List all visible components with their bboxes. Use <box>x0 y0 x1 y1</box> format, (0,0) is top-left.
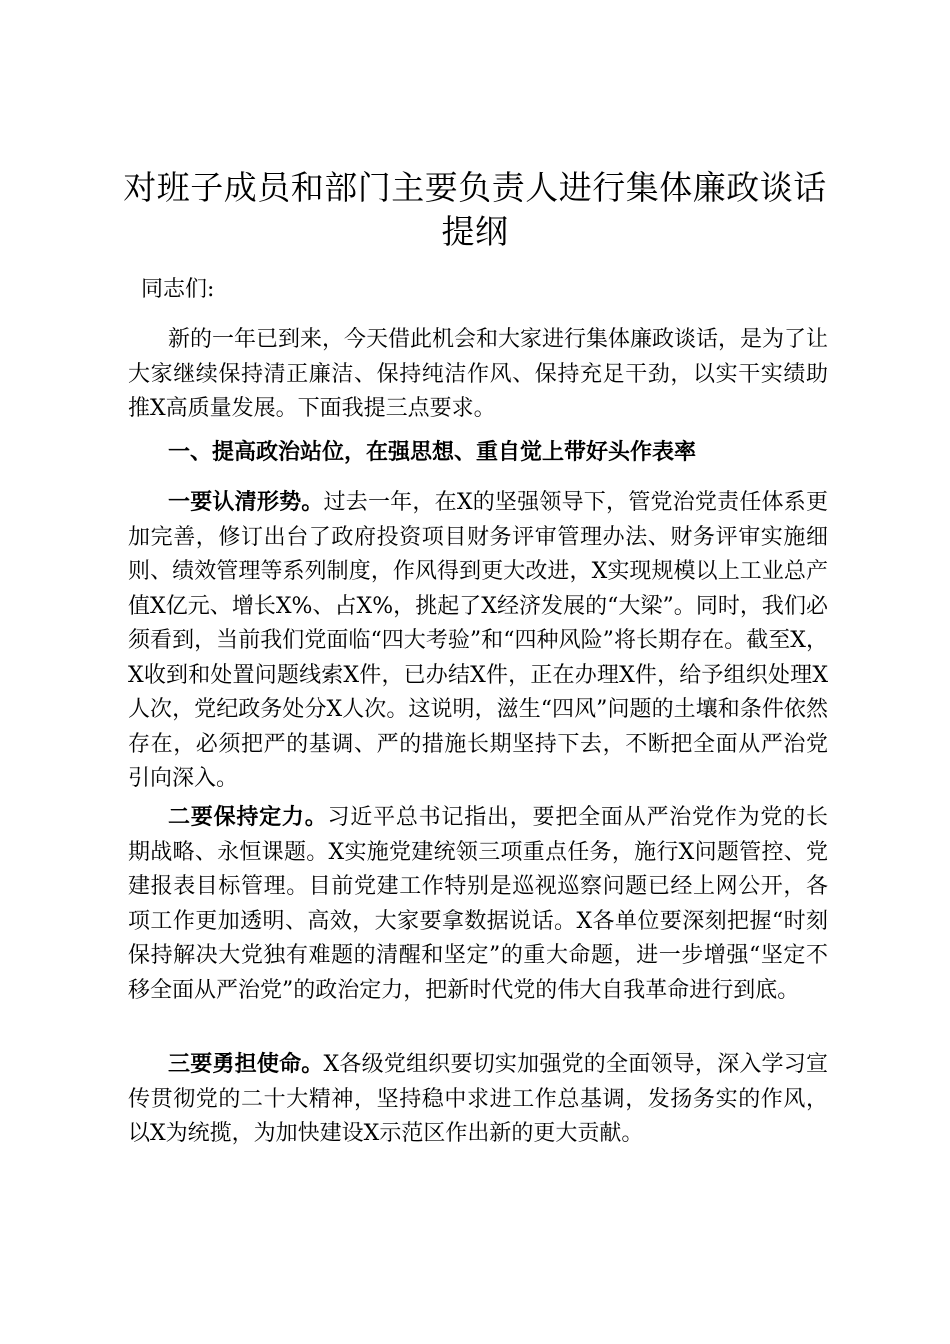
section-heading: 一、提高政治站位，在强思想、重自觉上带好头作表率 <box>168 439 697 465</box>
point-lead-2: 二要保持定力。 <box>168 804 328 830</box>
intro-paragraph: 新的一年已到来，今天借此机会和大家进行集体廉政谈话，是为了让大家继续保持清正廉洁、保持纯洁作风、保持充足干劲，以实干实绩助推X高质量发展。下面我提三点要求。 <box>128 327 829 421</box>
point-lead-1: 一要认清形势。 <box>168 489 324 515</box>
point-paragraph-2 <box>128 800 828 1008</box>
point-text-2: 习近平总书记指出，要把全面从严治党作为党的长期战略、永恒课题。X实施党建统领三项重点任务，施行X问题管控、党建报表目标管理。目前党建工作特别是巡视巡察问题已经上网公开，各项工作更加透明、高效，大家要拿数据说话。X各单位要深刻把握“时刻保持解决大党独有难题的清醒和坚定”的重大命题，进一步增强“坚定不移全面从严治党”的政治定力，把新时代党的伟大自我革命进行到底。 <box>128 805 828 1003</box>
point-text-3: X各级党组织要切实加强党的全面领导，深入学习宣传贯彻党的二十大精神，坚持稳中求进工作总基调，发扬务实的作风，以X为统揽，为加快建设X示范区作出新的更大贡献。 <box>128 1052 828 1146</box>
point-paragraph-1 <box>128 485 828 797</box>
point-paragraph-3 <box>128 1047 828 1152</box>
document-title: 对班子成员和部门主要负责人进行集体廉政谈话提纲 <box>123 168 827 251</box>
point-lead-3: 三要勇担使命。 <box>168 1051 324 1077</box>
salutation: 同志们: <box>141 277 215 302</box>
point-text-1: 过去一年，在X的坚强领导下，管党治党责任体系更加完善，修订出台了政府投资项目财务评审管理办法、财务评审实施细则、绩效管理等系列制度，作风得到更大改进，X实现规模以上工业总产值X亿元、增长X%、占X%，挑起了X经济发展的“大梁”。同时，我们必须看到，当前我们党面临“四大考验”和“四种风险”将长期存在。截至X，X收到和处置问题线索X件，已办结X件，正在办理X件，给予组织处理X人次，党纪政务处分X人次。这说明，滋生“四风”问题的土壤和条件依然存在，必须把严的基调、严的措施长期坚持下去，不断把全面从严治党引向深入。 <box>128 490 828 791</box>
